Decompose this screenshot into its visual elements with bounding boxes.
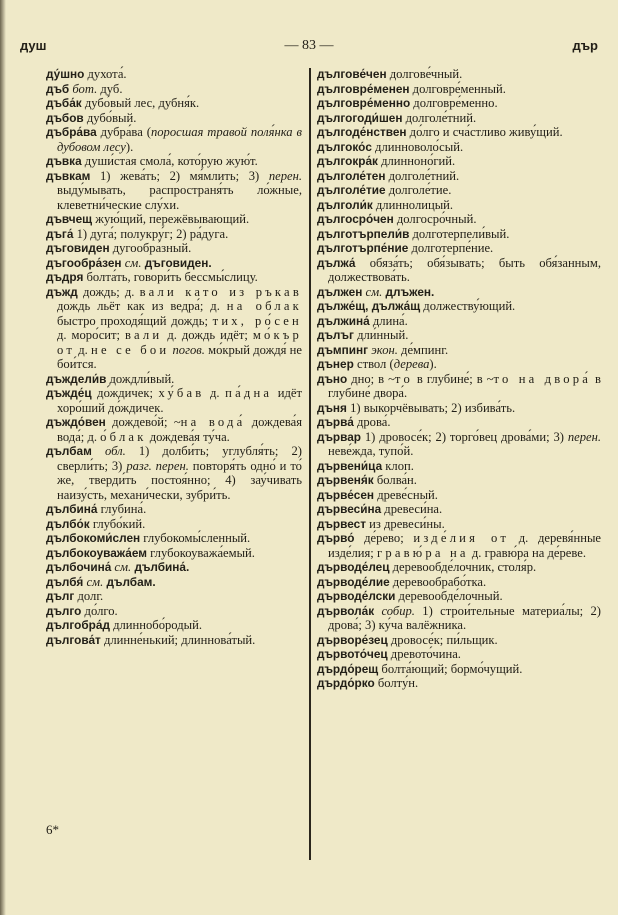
headword: ду́шно: [46, 67, 85, 81]
translation: ).: [429, 357, 437, 371]
dictionary-entry: [317, 96, 601, 111]
dictionary-entry: [46, 212, 302, 227]
translation: длиннолицый.: [372, 197, 454, 212]
headword: дължен: [317, 284, 363, 299]
headword: дълъг: [317, 328, 354, 342]
headword: дълбо́к: [46, 516, 90, 531]
dictionary-entry: [317, 183, 601, 198]
headword: дъмпинг: [317, 342, 369, 357]
translation: д.: [75, 342, 91, 357]
translation: в глубине́ двора́.: [328, 371, 601, 400]
translation: долголе́тний.: [402, 110, 477, 125]
dictionary-entry: [317, 314, 601, 329]
dictionary-entry: [317, 67, 601, 82]
translation: древе́сный.: [374, 487, 438, 502]
label-italic: бот.: [69, 81, 98, 96]
translation: долготерпе́ние.: [408, 241, 494, 255]
dictionary-entry: [317, 415, 601, 430]
dictionary-entry: [317, 285, 601, 300]
translation: глубо́кий.: [89, 516, 146, 531]
translation: д.: [204, 386, 226, 400]
translation: дождева́я вода́; д.: [57, 415, 303, 444]
translation: долгове́чный.: [386, 67, 463, 81]
translation: до́лго.: [81, 603, 118, 618]
headword: дъжд: [46, 284, 78, 299]
translation: 1) дровосе́к; 2) торго́вец дрова́ми; 3): [361, 429, 568, 444]
translation: мо́крый дождя́ не бои́тся.: [57, 342, 303, 371]
translation: д. моро́сит;: [57, 328, 126, 342]
headword: дъгообра́зен: [46, 255, 122, 270]
translation: ).: [125, 139, 134, 154]
label-italic: обл.: [91, 444, 126, 458]
translation: дубо́вый.: [83, 110, 137, 125]
headword: дълбочина́: [46, 560, 112, 574]
headword: дървола́к: [317, 603, 375, 618]
example-phrase: вали: [125, 328, 163, 342]
label-italic: см.: [83, 574, 104, 589]
dictionary-entry: [46, 415, 302, 444]
headword: дървото́чец: [317, 647, 388, 661]
dictionary-entry: [46, 575, 302, 590]
example-phrase: ху́бав: [158, 386, 205, 400]
dictionary-entry: [46, 517, 302, 532]
label-italic: дерева: [393, 357, 430, 371]
translation: духота́.: [84, 67, 127, 81]
cross-reference: дъговиден.: [141, 255, 212, 270]
headword: дълголе́тен: [317, 168, 386, 183]
translation: до́ждичек;: [91, 386, 159, 400]
headword: дърворе́зец: [317, 632, 388, 647]
translation: длиннобо́родый.: [109, 618, 202, 632]
translation: дубра́ва (: [96, 125, 151, 139]
translation: д. дождь идёт;: [162, 328, 253, 342]
label-italic: погов.: [169, 342, 205, 357]
dictionary-entry: [317, 154, 601, 169]
headword: дъга́: [46, 226, 74, 241]
headword: дългобра́д: [46, 618, 110, 632]
dictionary-entry: [317, 604, 601, 633]
translation: глубокомы́сленный.: [140, 531, 251, 545]
dictionary-entry: [46, 589, 302, 604]
translation: дрова́.: [353, 415, 391, 429]
translation: де́мпинг.: [397, 342, 449, 357]
headword: дърводе́лие: [317, 574, 390, 589]
dictionary-entry: [317, 82, 601, 97]
dictionary-entry: [46, 502, 302, 517]
dictionary-entry: [317, 517, 601, 532]
translation: из древеси́ны.: [365, 516, 445, 531]
dictionary-entry: [317, 488, 601, 503]
headword: дълго: [46, 603, 82, 618]
dictionary-entry: [46, 531, 302, 546]
dictionary-entry: [46, 256, 302, 271]
translation: ствол (: [353, 357, 394, 371]
dictionary-entry: [46, 546, 302, 561]
headword: дърдо́рко: [317, 676, 375, 690]
headword: дълготърпе́ние: [317, 241, 409, 255]
signature-mark: 6*: [46, 822, 59, 837]
headword: дъбов: [46, 110, 84, 125]
headword: дърводе́лец: [317, 560, 390, 574]
example-phrase: то: [394, 371, 413, 386]
label-italic: экон.: [368, 342, 398, 357]
translation: 1) жева́ть; 2) мя́млить; 3): [90, 168, 269, 183]
dictionary-entry: [317, 111, 601, 126]
translation: быстро проходя́щий дождь;: [57, 313, 213, 328]
translation: длинне́нький; длиннова́тый.: [100, 632, 256, 647]
headword: дълбина́: [46, 502, 98, 516]
headword: дъбра́ва: [46, 125, 97, 139]
label-italic: разг. перен.: [126, 458, 189, 473]
dictionary-entry: [317, 575, 601, 590]
left-column: [46, 67, 302, 647]
dictionary-entry: [317, 241, 601, 256]
translation: долготерпели́вый.: [409, 226, 510, 241]
guide-word-right: дър: [572, 38, 598, 53]
dictionary-entry: [46, 227, 302, 242]
translation: до́лго и сча́стливо живу́щий.: [406, 125, 563, 139]
dictionary-entry: [46, 618, 302, 633]
headword: дългогоди́шен: [317, 110, 403, 125]
label-italic: см.: [111, 560, 132, 574]
translation: древеси́на.: [381, 502, 443, 516]
translation: неве́жда, тупо́й.: [328, 444, 414, 458]
dictionary-entry: [317, 459, 601, 474]
dictionary-entry: [317, 169, 601, 184]
translation: 1) дуга́; полукру́г; 2) ра́дуга.: [73, 226, 229, 241]
translation: обяза́ть; обя́зывать; быть обя́занным, должествова́ть.: [328, 255, 601, 284]
translation: де́рево;: [354, 531, 414, 545]
headword: дълбя́: [46, 574, 84, 589]
dictionary-entry: [46, 241, 302, 256]
dictionary-entry: [46, 560, 302, 575]
dictionary-entry: [317, 372, 601, 401]
headword: дървеня́к: [317, 473, 374, 487]
translation: древото́чина.: [387, 647, 461, 661]
translation: дождь; д.: [77, 284, 140, 299]
translation: идёт хоро́ший до́ждичек.: [57, 386, 303, 415]
translation: глубина́.: [97, 502, 147, 516]
example-phrase: тих, ро́сен: [212, 313, 302, 328]
translation: дровосе́к; пи́льщик.: [387, 632, 498, 647]
headword: дългоде́нствен: [317, 125, 407, 139]
dictionary-entry: [317, 502, 601, 517]
headword: дъжде́ц: [46, 386, 92, 400]
translation: долговре́менный.: [409, 81, 506, 96]
translation: болва́н.: [373, 473, 417, 487]
translation: дождли́вый.: [106, 371, 175, 386]
dictionary-entry: [46, 67, 302, 82]
headword: дъня: [317, 400, 347, 415]
dictionary-entry: [46, 386, 302, 415]
headword: дъдря: [46, 270, 84, 284]
translation: болта́ть, говори́ть бессмы́слицу.: [83, 270, 258, 284]
headword: дългова́т: [46, 632, 101, 647]
cross-reference: дълбина́.: [131, 560, 190, 574]
example-phrase: па́дна: [225, 386, 273, 400]
headword: дъждели́в: [46, 371, 107, 386]
headword: дъждо́вен: [46, 415, 106, 429]
translation: долголе́тний.: [385, 168, 460, 183]
guide-word-left: душ: [20, 38, 47, 53]
translation: в глубине́; в ~: [412, 371, 494, 386]
headword: дъговиден: [46, 241, 110, 255]
dictionary-entry: [317, 430, 601, 459]
dictionary-entry: [317, 401, 601, 416]
headword: дървеси́на: [317, 502, 382, 516]
translation: выду́мывать, распространя́ть ло́жные, клеветни́ческие слу́хи.: [57, 183, 302, 212]
headword: дълг: [46, 589, 75, 603]
translation: дождево́й; ~: [105, 415, 181, 429]
translation: глубокоуважа́емый.: [146, 545, 255, 560]
translation: дли́нный.: [353, 328, 409, 342]
dictionary-entry: [317, 473, 601, 488]
translation: 1) выкорчёвывать; 2) избива́ть.: [346, 400, 516, 415]
translation: дно; в ~: [347, 371, 395, 386]
dictionary-entry: [46, 169, 302, 213]
dictionary-entry: [317, 227, 601, 242]
headword: дървени́ца: [317, 458, 383, 473]
label-italic: перен.: [268, 168, 302, 183]
headword: дълголи́к: [317, 197, 373, 212]
headword: дъб: [46, 81, 70, 96]
headword: дъвкам: [46, 168, 91, 183]
translation: должеству́ющий.: [420, 299, 516, 313]
dictionary-entry: [317, 140, 601, 155]
headword: дъвчещ: [46, 212, 93, 226]
headword: дърводе́лски: [317, 589, 396, 603]
headword: дъба́к: [46, 96, 82, 110]
dictionary-entry: [46, 125, 302, 154]
label-italic: см.: [362, 284, 383, 299]
example-phrase: вали като из ръкав: [139, 284, 302, 299]
translation: деревообде́лочный.: [395, 589, 503, 603]
translation: деревообде́лочник, столя́р.: [389, 560, 537, 574]
dictionary-entry: [317, 328, 601, 343]
translation: длинноно́гий.: [377, 154, 456, 168]
right-column: [317, 67, 601, 691]
dictionary-entry: [317, 589, 601, 604]
translation: долгосро́чный.: [393, 212, 477, 226]
label-italic: собир.: [374, 603, 415, 618]
dictionary-entry: [317, 560, 601, 575]
headword: дъно: [317, 371, 348, 386]
translation: дождева́я ту́ча.: [146, 429, 230, 444]
dictionary-entry: [317, 357, 601, 372]
dictionary-entry: [317, 198, 601, 213]
column-divider: [309, 68, 311, 860]
translation: 1) строи́тельные материа́лы; 2) дрова́; 3) ку́ча валёжника.: [328, 603, 601, 632]
translation: дубо́вый лес, дубня́к.: [81, 96, 200, 110]
translation: жую́щий, пережёвывающий.: [92, 212, 250, 226]
translation: д. гравю́ра на де́реве.: [468, 545, 587, 560]
dictionary-entry: [317, 299, 601, 314]
headword: дълговре́менно: [317, 96, 411, 110]
headword: дължа́: [317, 255, 356, 270]
example-phrase: гравю́ра на: [376, 545, 469, 560]
cross-reference: длъжен.: [382, 284, 435, 299]
translation: дуб.: [97, 81, 123, 96]
label-italic: поросшая травой поля́нка в дубовом лесу: [57, 125, 302, 154]
translation: клоп.: [382, 458, 414, 473]
headword: дългокра́к: [317, 154, 378, 168]
example-phrase: мо́кър от: [57, 328, 303, 357]
headword: дъвка: [46, 154, 82, 168]
example-phrase: о́блак: [100, 429, 147, 444]
translation: болта́ющий; бормо́чущий.: [378, 661, 523, 676]
headword: дългосро́чен: [317, 212, 394, 226]
headword: дърва́: [317, 415, 354, 429]
translation: болту́н.: [374, 676, 419, 690]
headword: дълговре́менен: [317, 81, 410, 96]
translation: долговре́менно.: [410, 96, 498, 110]
example-phrase: на облак: [226, 299, 302, 313]
dictionary-entry: [46, 444, 302, 502]
headword: дълже́щ, дължа́щ: [317, 299, 421, 313]
dictionary-entry: [46, 372, 302, 387]
headword: дълбокоми́слен: [46, 531, 141, 545]
translation: дождь льёт как из ведра́; д.: [57, 299, 227, 313]
dictionary-entry: [317, 662, 601, 677]
example-phrase: изде́лия от: [413, 531, 510, 545]
dictionary-entry: [46, 111, 302, 126]
translation: длинноволо́сый.: [371, 139, 464, 154]
headword: дървар: [317, 429, 362, 444]
dictionary-entry: [46, 82, 302, 97]
headword: дървест: [317, 516, 366, 531]
dictionary-entry: [317, 676, 601, 691]
example-phrase: то на двора́: [493, 371, 592, 386]
example-phrase: не се бои: [91, 342, 170, 357]
translation: долг.: [74, 589, 104, 603]
dictionary-entry: [317, 647, 601, 662]
dictionary-entry: [46, 96, 302, 111]
translation: деревообрабо́тка.: [389, 574, 487, 589]
label-italic: см.: [121, 255, 142, 270]
headword: дълготърпели́в: [317, 226, 410, 241]
dictionary-entry: [317, 256, 601, 285]
headword: дълголе́тие: [317, 183, 386, 197]
headword: дърве́сен: [317, 487, 375, 502]
page-number: — 83 —: [284, 38, 334, 53]
translation: дугообра́зный.: [109, 241, 192, 255]
dictionary-entry: [46, 604, 302, 619]
translation: долголе́тие.: [385, 183, 452, 197]
headword: дългове́чен: [317, 67, 387, 81]
page-edge-shadow: [0, 0, 6, 915]
translation: длина́.: [369, 313, 408, 328]
dictionary-entry: [317, 212, 601, 227]
dictionary-entry: [46, 270, 302, 285]
dictionary-entry: [317, 633, 601, 648]
headword: дърво́: [317, 531, 355, 545]
example-phrase: на вода́: [180, 415, 246, 429]
translation: 1) долби́ть; углубля́ть; 2) сверли́ть; 3): [57, 444, 302, 473]
translation: души́стая смола́, кото́рую жую́т.: [81, 154, 258, 168]
label-italic: перен.: [567, 429, 601, 444]
dictionary-entry: [317, 343, 601, 358]
dictionary-entry: [317, 125, 601, 140]
dictionary-entry: [46, 154, 302, 169]
headword: дългоко́с: [317, 139, 372, 154]
dictionary-entry: [317, 531, 601, 560]
translation: д. деревя́нные изде́лия;: [328, 531, 601, 560]
headword: дънер: [317, 357, 354, 371]
translation: повторя́ть одно́ и то́ же, тверди́ть постоя́нно; 4) зау́чивать наизу́сть, механи́чески, зубри́ть.: [57, 458, 302, 502]
cross-reference: дълбам.: [103, 574, 156, 589]
headword: дълбам: [46, 444, 92, 458]
headword: дълбокоуважа́ем: [46, 545, 147, 560]
headword: дърдо́рещ: [317, 661, 379, 676]
dictionary-entry: [46, 285, 302, 372]
dictionary-entry: [46, 633, 302, 648]
headword: дължина́: [317, 313, 370, 328]
